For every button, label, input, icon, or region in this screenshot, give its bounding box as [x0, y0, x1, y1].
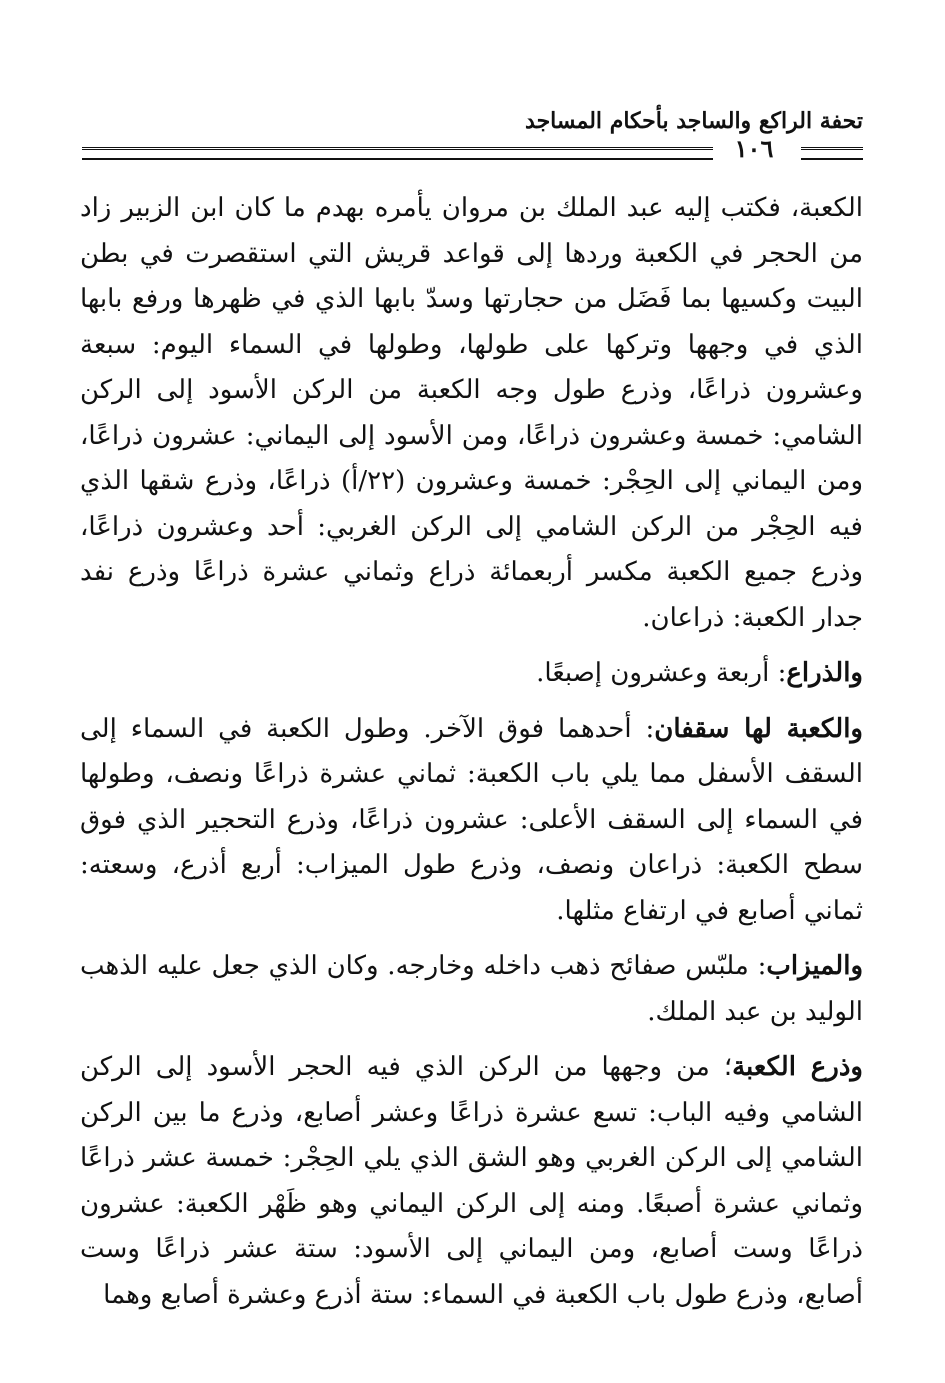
paragraph: [80, 1045, 863, 1318]
paragraph: [80, 186, 863, 641]
paragraph: [80, 944, 863, 1035]
paragraph-text: الكعبة، فكتب إليه عبد الملك بن مروان يأمره بهدم ما كان ابن الزبير زاد من الحجر في الكعبة وردها إلى قواعد قريش التي استقصرت في بطن البيت وكسيها بما فَضَل من حجارتها وسدّ بابها الذي في ظهرها ورفع بابها الذي في وجهها وتركها على طولها، وطولها في السماء اليوم: سبعة وعشرون ذراعًا، وذرع طول وجه الكعبة من الركن الأسود إلى الركن الشامي: خمسة وعشرون ذراعًا، ومن الأسود إلى اليماني: عشرون ذراعًا، ومن اليماني إلى الحِجْر: خمسة وعشرون (٢٢/أ) ذراعًا، وذرع شقها الذي فيه الحِجْر من الركن الشامي إلى الركن الغربي: أحد وعشرون ذراعًا، وذرع جميع الكعبة مكسر أربعمائة ذراع وثماني عشرة ذراعًا وذرع نفد جدار الكعبة: ذراعان.: [80, 193, 863, 633]
header-double-rule-right: [801, 147, 863, 160]
paragraph-lead: وذرع الكعبة: [732, 1052, 863, 1082]
paragraph-text: : أحدهما فوق الآخر. وطول الكعبة في السماء إلى السقف الأسفل مما يلي باب الكعبة: ثماني عشرة ذراعًا ونصف، وطولها في السماء إلى السقف الأعلى: عشرون ذراعًا، وذرع التحجير الذي فوق سطح الكعبة: ذراعان ونصف، وذرع طول الميزاب: أربع أذرع، وسعته: ثماني أصابع في ارتفاع مثلها.: [80, 713, 863, 926]
paragraph-lead: والكعبة لها سقفان: [654, 713, 863, 744]
paragraph-text: ؛ من وجهها من الركن الذي فيه الحجر الأسود إلى الركن الشامي وفيه الباب: تسع عشرة ذراعًا وعشر أصابع، وذرع ما بين الركن الشامي إلى الركن الغربي وهو الشق الذي يلي الحِجْر: خمسة عشر ذراعًا وثماني عشرة أصبعًا. ومنه إلى الركن اليماني وهو ظَهْر الكعبة: عشرون ذراعًا وست أصابع، ومن اليماني إلى الأسود: ستة عشر ذراعًا وست أصابع، وذرع طول باب الكعبة في السماء: ستة أذرع وعشرة أصابع وهما: [80, 1052, 863, 1310]
body-text: [80, 186, 863, 1318]
running-title: تحفة الراكع والساجد بأحكام المساجد: [525, 108, 863, 134]
paragraph-text: : أربعة وعشرون إصبعًا.: [536, 658, 787, 688]
paragraph-lead: والميزاب: [766, 951, 863, 981]
paragraph: [80, 707, 863, 935]
header-double-rule-left: [82, 147, 713, 160]
page-number: ١٠٦: [734, 134, 774, 163]
header-rule: [82, 134, 863, 163]
paragraph: [80, 651, 863, 697]
paragraph-text: : ملبّس صفائح ذهب داخله وخارجه. وكان الذي جعل عليه الذهب الوليد بن عبد الملك.: [80, 951, 863, 1027]
paragraph-lead: والذراع: [786, 658, 863, 688]
